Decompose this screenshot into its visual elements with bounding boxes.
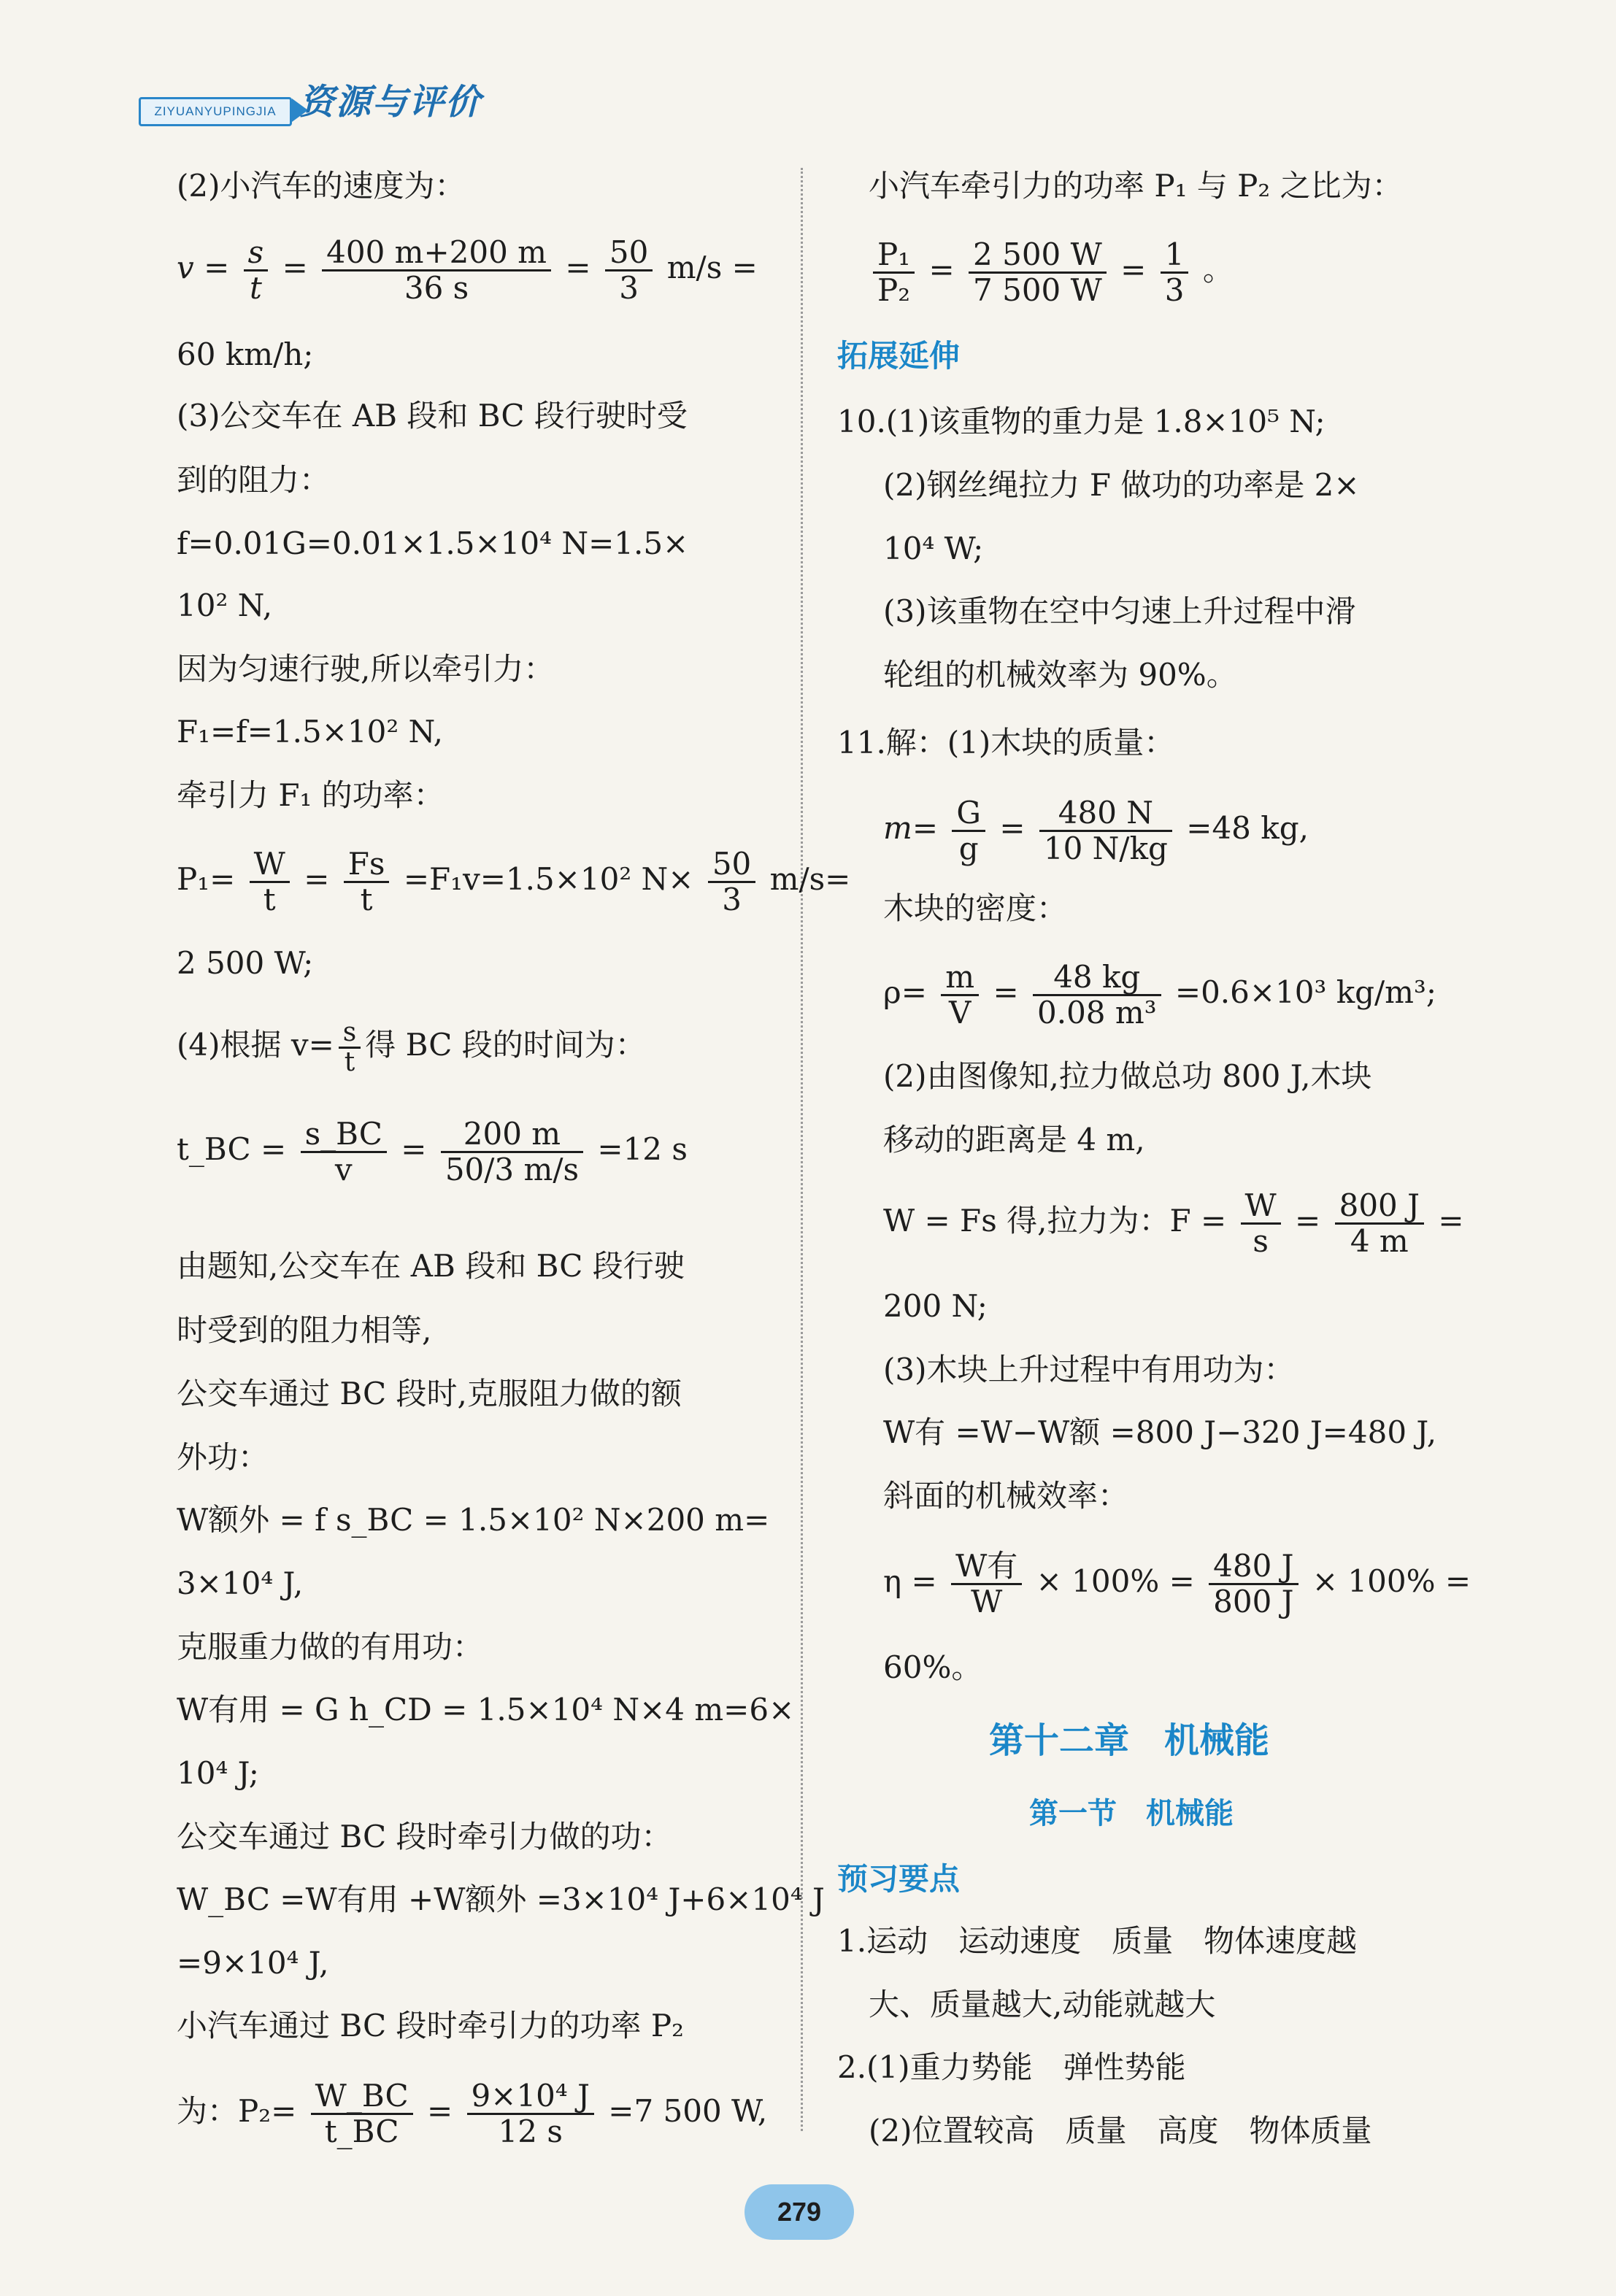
text-line: (3)公交车在 AB 段和 BC 段行驶时受: [177, 398, 688, 434]
text-line: 轮组的机械效率为 90%。: [883, 657, 1237, 693]
text-line: F₁=f=1.5×10² N,: [177, 714, 443, 750]
time-equation: t_BC = $\frac{s\_BC}{v}$ = $\frac{200 m}{50/3 m/s}$ =12 s: [177, 1115, 688, 1187]
text-line: 外功：: [177, 1439, 269, 1475]
text-line: 10⁴ W;: [883, 531, 984, 566]
text-line: (3)该重物在空中匀速上升过程中滑: [883, 593, 1356, 629]
text-line: (2)钢丝绳拉力 F 做功的功率是 2×: [883, 467, 1360, 503]
section-heading-preview: 预习要点: [837, 1861, 961, 1897]
power-p2-equation: 为：P₂= $\frac{W\_BC}{t\_BC}$ = $\frac{\text{9×10⁴ J}}{12 s}$ =7 500 W,: [177, 2077, 768, 2149]
text-line: 10² N,: [177, 588, 273, 623]
text-line: (2)位置较高 质量 高度 物体质量: [869, 2113, 1372, 2149]
text-line: 大、质量越大,动能就越大: [869, 1987, 1216, 2022]
section-title: 第一节 机械能: [1029, 1797, 1234, 1830]
header-pinyin: ZIYUANYUPINGJIA: [139, 97, 292, 126]
page-number: 279: [744, 2184, 854, 2240]
text-line: 3×10⁴ J,: [177, 1565, 304, 1601]
text-line: 到的阻力：: [177, 462, 331, 498]
text-line: 牵引力 F₁ 的功率：: [177, 777, 445, 813]
text-line: 公交车通过 BC 段时牵引力做的功：: [177, 1819, 672, 1854]
mass-equation: m= $\frac{G}{g}$ = $\frac{480 N}{10 N/kg}$ =48 kg,: [883, 794, 1309, 866]
text-line: 1.运动 运动速度 质量 物体速度越: [837, 1923, 1358, 1959]
time-formula-line: (4)根据 v= $\frac{s}{t}$ 得 BC 段的时间为：: [177, 1017, 646, 1077]
book-header: [139, 69, 533, 135]
text-line: 因为匀速行驶,所以牵引力：: [177, 651, 555, 687]
text-line: 2 500 W;: [177, 945, 314, 981]
text-line: =9×10⁴ J,: [177, 1945, 329, 1981]
text-line: 斜面的机械效率：: [883, 1478, 1129, 1514]
text-line: W有用 = G h_CD = 1.5×10⁴ N×4 m=6×: [177, 1692, 795, 1727]
text-line: 木块的密度：: [883, 890, 1068, 926]
text-line: f=0.01G=0.01×1.5×10⁴ N=1.5×: [177, 525, 689, 561]
text-line: 移动的距离是 4 m,: [883, 1122, 1145, 1157]
text-line: 克服重力做的有用功：: [177, 1629, 484, 1665]
text-line: (3)木块上升过程中有用功为：: [883, 1352, 1295, 1387]
text-line: (2)小汽车的速度为：: [177, 168, 466, 204]
text-line: W额外 = f s_BC = 1.5×10² N×200 m=: [177, 1502, 770, 1538]
text-line: 小汽车牵引力的功率 P₁ 与 P₂ 之比为：: [869, 168, 1403, 204]
power-equation: P₁= $\frac{W}{t}$ = $\frac{Fs}{t}$ =F₁v=1.5×10² N× $\frac{50}{3}$ m/s=: [177, 845, 851, 917]
text-line: 公交车通过 BC 段时,克服阻力做的额: [177, 1376, 682, 1411]
text-line: 由题知,公交车在 AB 段和 BC 段行驶: [177, 1248, 685, 1284]
text-line: 2.(1)重力势能 弹性势能: [837, 2049, 1186, 2085]
text-line: 60 km/h;: [177, 336, 314, 372]
text-line: 11.解：(1)木块的质量：: [837, 725, 1175, 760]
text-line: 60%。: [883, 1649, 982, 1685]
text-line: W有 =W−W额 =800 J−320 J=480 J,: [883, 1414, 1437, 1450]
velocity-equation: v = $\frac{s}{t}$ = $\frac{400 m+200 m}{36 s}$ = $\frac{50}{3}$ m/s =: [177, 234, 758, 306]
header-title: 资源与评价: [299, 82, 482, 123]
column-divider: [801, 168, 803, 2131]
text-line: 时受到的阻力相等,: [177, 1312, 432, 1348]
text-line: 200 N;: [883, 1288, 988, 1324]
text-line: W_BC =W有用 +W额外 =3×10⁴ J+6×10⁴ J: [177, 1881, 825, 1917]
force-equation: W = Fs 得,拉力为：F = $\frac{W}{s}$ = $\frac{800 J}{4 m}$ =: [883, 1187, 1464, 1259]
text-line: 10.(1)该重物的重力是 1.8×10⁵ N;: [837, 404, 1325, 439]
power-ratio-equation: $\frac{\text{P₁}}{\text{P₂}}$ = $\frac{2 500 W}{7 500 W}$ = $\frac{1}{3}$ 。: [869, 237, 1234, 303]
section-heading-extension: 拓展延伸: [837, 338, 961, 374]
text-line: 10⁴ J;: [177, 1755, 259, 1791]
density-equation: ρ= $\frac{m}{V}$ = $\frac{48 kg}{\text{0.08 m³}}$ =0.6×10³ kg/m³;: [883, 958, 1436, 1030]
text-line: 小汽车通过 BC 段时牵引力的功率 P₂: [177, 2008, 684, 2043]
chapter-title: 第十二章 机械能: [989, 1720, 1270, 1761]
text-line: (2)由图像知,拉力做总功 800 J,木块: [883, 1058, 1372, 1094]
efficiency-equation: η = $\frac{\text{W有}}{W}$ × 100% = $\frac{480 J}{800 J}$ × 100% =: [883, 1547, 1471, 1619]
